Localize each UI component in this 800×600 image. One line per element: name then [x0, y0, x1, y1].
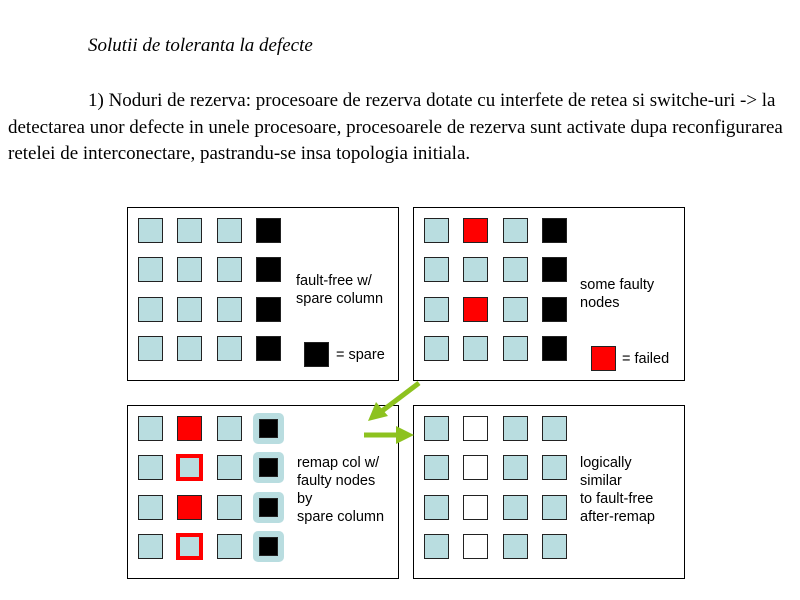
legend-failed-label: = failed — [622, 351, 670, 367]
arrow-to-remap — [368, 383, 419, 421]
panel-label: remap col w/ faulty nodes by spare column — [297, 455, 385, 525]
paragraph-rest: switche-uri -> la detectarea unor defecte in unele procesoare, procesoarele de rezerva sunt activate dupa reconfigurarea retelei de interconectare, pastrandu-se insa topologia initiala. — [8, 90, 783, 164]
paragraph-lead: 1) Noduri de rezerva: procesoare de rezerva dotate cu interfete de retea si — [88, 90, 646, 111]
panel-label: some faulty nodes — [580, 277, 655, 311]
slide-title: Solutii de toleranta la defecte — [88, 35, 313, 56]
panel-label: fault-free w/ spare column — [296, 273, 384, 307]
panel-label: logically similar to fault-free after-remap — [580, 455, 655, 525]
arrow-to-after — [364, 426, 414, 444]
legend-spare-label: = spare — [336, 347, 385, 363]
